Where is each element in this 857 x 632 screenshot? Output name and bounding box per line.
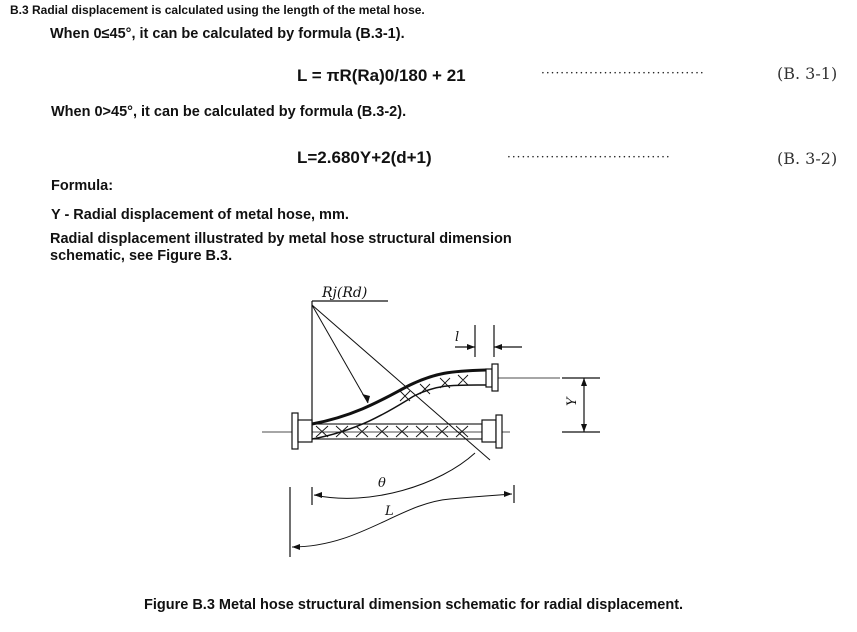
leader-dots-2: ··································: [507, 150, 671, 164]
case-2-text: When 0>45°, it can be calculated by formula (B.3-2).: [51, 104, 407, 120]
leader-dots-1: ··································: [541, 66, 705, 80]
formula-heading: Formula:: [51, 178, 114, 194]
length-l-label: L: [385, 504, 394, 519]
equation-number-b3-2: (B. 3-2): [777, 149, 838, 168]
radius-label: Rj(Rd): [322, 285, 368, 301]
formula-b3-1: L = πR(Ra)0/180 + 21: [297, 66, 466, 85]
angle-theta-label: θ: [378, 476, 386, 491]
equation-number-b3-1: (B. 3-1): [777, 64, 838, 83]
y-definition: Y - Radial displacement of metal hose, mm.: [51, 207, 349, 223]
dimension-l-label: l: [455, 330, 460, 345]
illustration-note: Radial displacement illustrated by metal hose structural dimension schematic, see Figure B.3.: [50, 231, 512, 264]
metal-hose-schematic: [250, 275, 610, 565]
dimension-y-label: Y: [565, 397, 580, 406]
section-title: B.3 Radial displacement is calculated using the length of the metal hose.: [10, 3, 425, 17]
formula-b3-2: L=2.680Y+2(d+1): [297, 148, 432, 167]
figure-caption: Figure B.3 Metal hose structural dimension schematic for radial displacement.: [144, 597, 684, 613]
case-1-text: When 0≤45°, it can be calculated by formula (B.3-1).: [50, 26, 405, 42]
